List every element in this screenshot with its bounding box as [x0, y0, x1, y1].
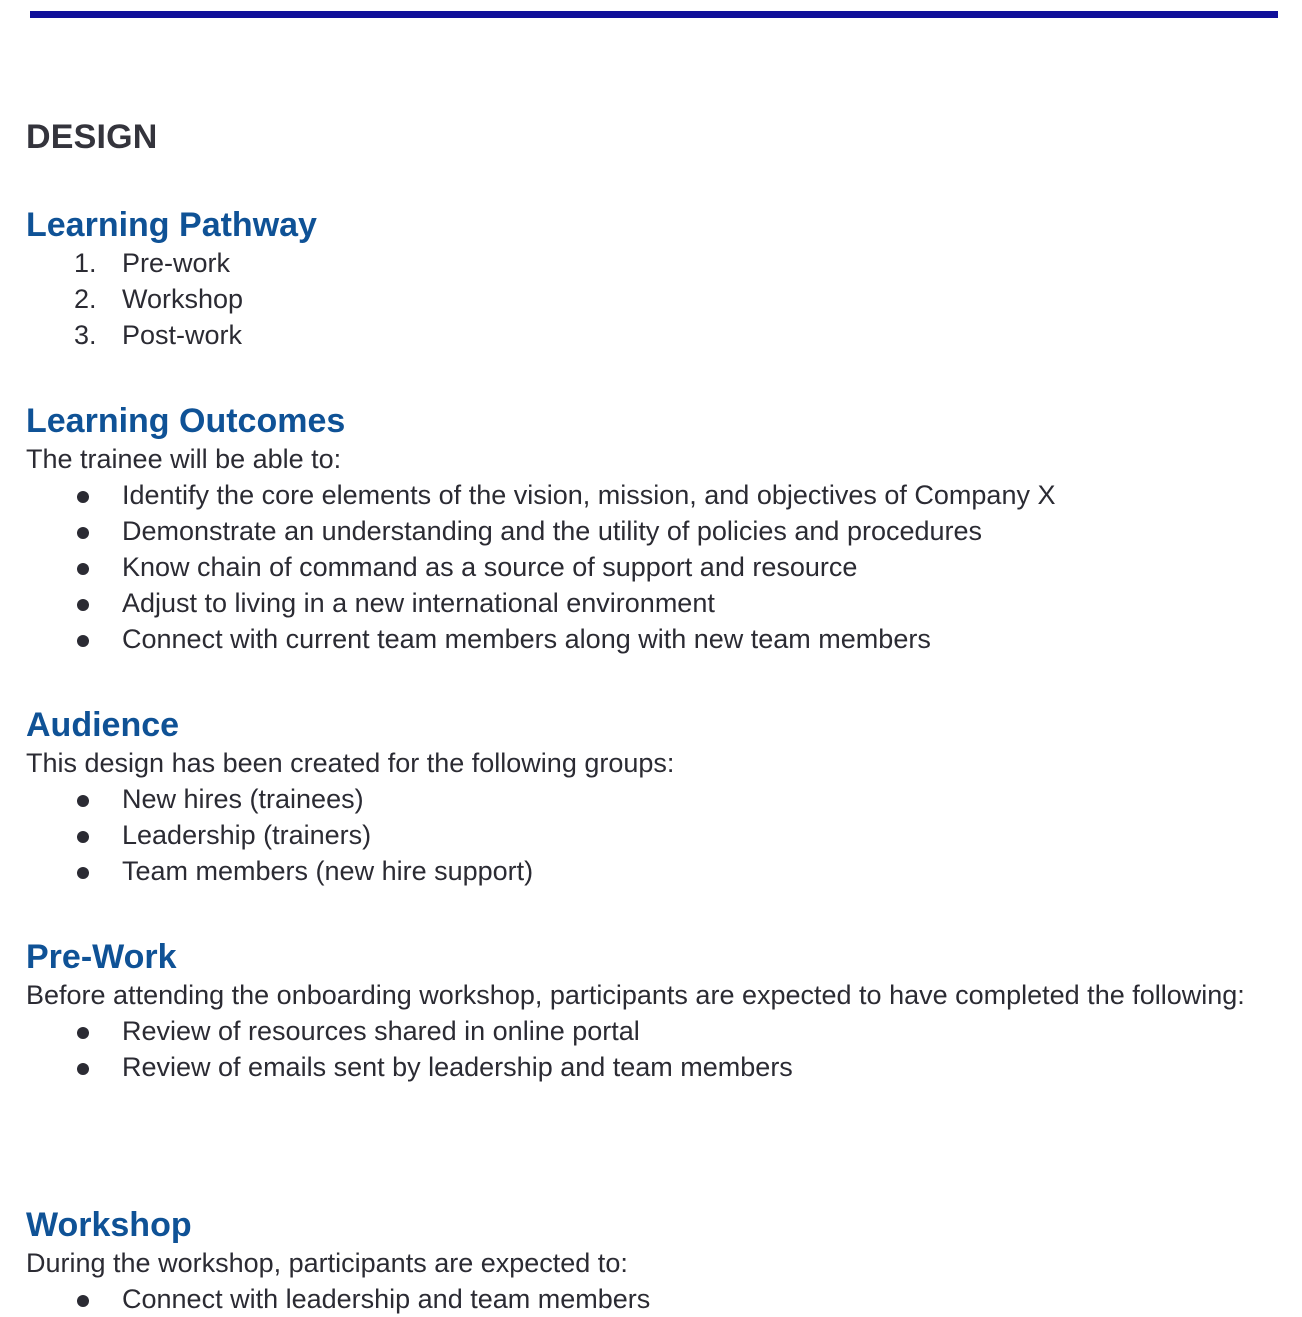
- bullet-icon: [77, 1063, 89, 1075]
- audience-section: [26, 705, 1276, 889]
- list-item-text: Connect with leadership and team members: [122, 1284, 651, 1314]
- list-number: 3.: [74, 320, 97, 350]
- list-item: [26, 817, 1276, 853]
- workshop-list: [26, 1281, 1276, 1317]
- list-item: [26, 477, 1276, 513]
- list-item: [26, 585, 1276, 621]
- learning-pathway-heading: Learning Pathway: [26, 206, 317, 244]
- workshop-intro: During the workshop, participants are expected to:: [26, 1248, 628, 1278]
- audience-intro: This design has been created for the following groups:: [26, 748, 675, 778]
- bullet-icon: [77, 1295, 89, 1307]
- bullet-icon: [77, 491, 89, 503]
- list-item-text: Know chain of command as a source of support and resource: [122, 552, 858, 582]
- bullet-icon: [77, 563, 89, 575]
- list-item-text: New hires (trainees): [122, 784, 364, 814]
- document-title: DESIGN: [26, 118, 158, 156]
- learning-pathway-list: [26, 245, 1276, 353]
- pre-work-intro: Before attending the onboarding workshop, participants are expected to have completed the following:: [26, 980, 1245, 1010]
- pre-work-heading: Pre-Work: [26, 938, 177, 976]
- learning-outcomes-intro: The trainee will be able to:: [26, 444, 342, 474]
- list-item-text: Identify the core elements of the vision, mission, and objectives of Company X: [122, 480, 1056, 510]
- list-number: 2.: [74, 284, 97, 314]
- top-rule: [30, 11, 1278, 18]
- list-item-text: Post-work: [122, 320, 243, 350]
- list-item: [26, 245, 1276, 281]
- list-item: [26, 513, 1276, 549]
- pre-work-list: [26, 1013, 1276, 1085]
- list-item-text: Team members (new hire support): [122, 856, 534, 886]
- bullet-icon: [77, 1027, 89, 1039]
- list-item: [26, 281, 1276, 317]
- list-item-text: Demonstrate an understanding and the utility of policies and procedures: [122, 516, 983, 546]
- learning-pathway-section: [26, 205, 1276, 353]
- list-item: [26, 1281, 1276, 1317]
- list-item: [26, 1049, 1276, 1085]
- audience-heading: Audience: [26, 706, 180, 744]
- learning-outcomes-heading: Learning Outcomes: [26, 402, 346, 440]
- workshop-section: [26, 1205, 1276, 1317]
- pre-work-section: [26, 937, 1276, 1085]
- bullet-icon: [77, 635, 89, 647]
- list-item: [26, 853, 1276, 889]
- list-item-text: Pre-work: [122, 248, 231, 278]
- bullet-icon: [77, 527, 89, 539]
- learning-outcomes-list: [26, 477, 1276, 657]
- bullet-icon: [77, 795, 89, 807]
- list-item: [26, 621, 1276, 657]
- bullet-icon: [77, 599, 89, 611]
- bullet-icon: [77, 831, 89, 843]
- list-item: [26, 781, 1276, 817]
- list-item: [26, 317, 1276, 353]
- learning-outcomes-section: [26, 401, 1276, 657]
- list-item-text: Review of resources shared in online portal: [122, 1016, 640, 1046]
- list-item-text: Adjust to living in a new international environment: [122, 588, 715, 618]
- list-item-text: Review of emails sent by leadership and team members: [122, 1052, 793, 1082]
- bullet-icon: [77, 867, 89, 879]
- list-item-text: Connect with current team members along with new team members: [122, 624, 931, 654]
- list-number: 1.: [74, 248, 97, 278]
- audience-list: [26, 781, 1276, 889]
- list-item: [26, 549, 1276, 585]
- list-item-text: Leadership (trainers): [122, 820, 372, 850]
- list-item: [26, 1013, 1276, 1049]
- workshop-heading: Workshop: [26, 1206, 192, 1244]
- list-item-text: Workshop: [122, 284, 244, 314]
